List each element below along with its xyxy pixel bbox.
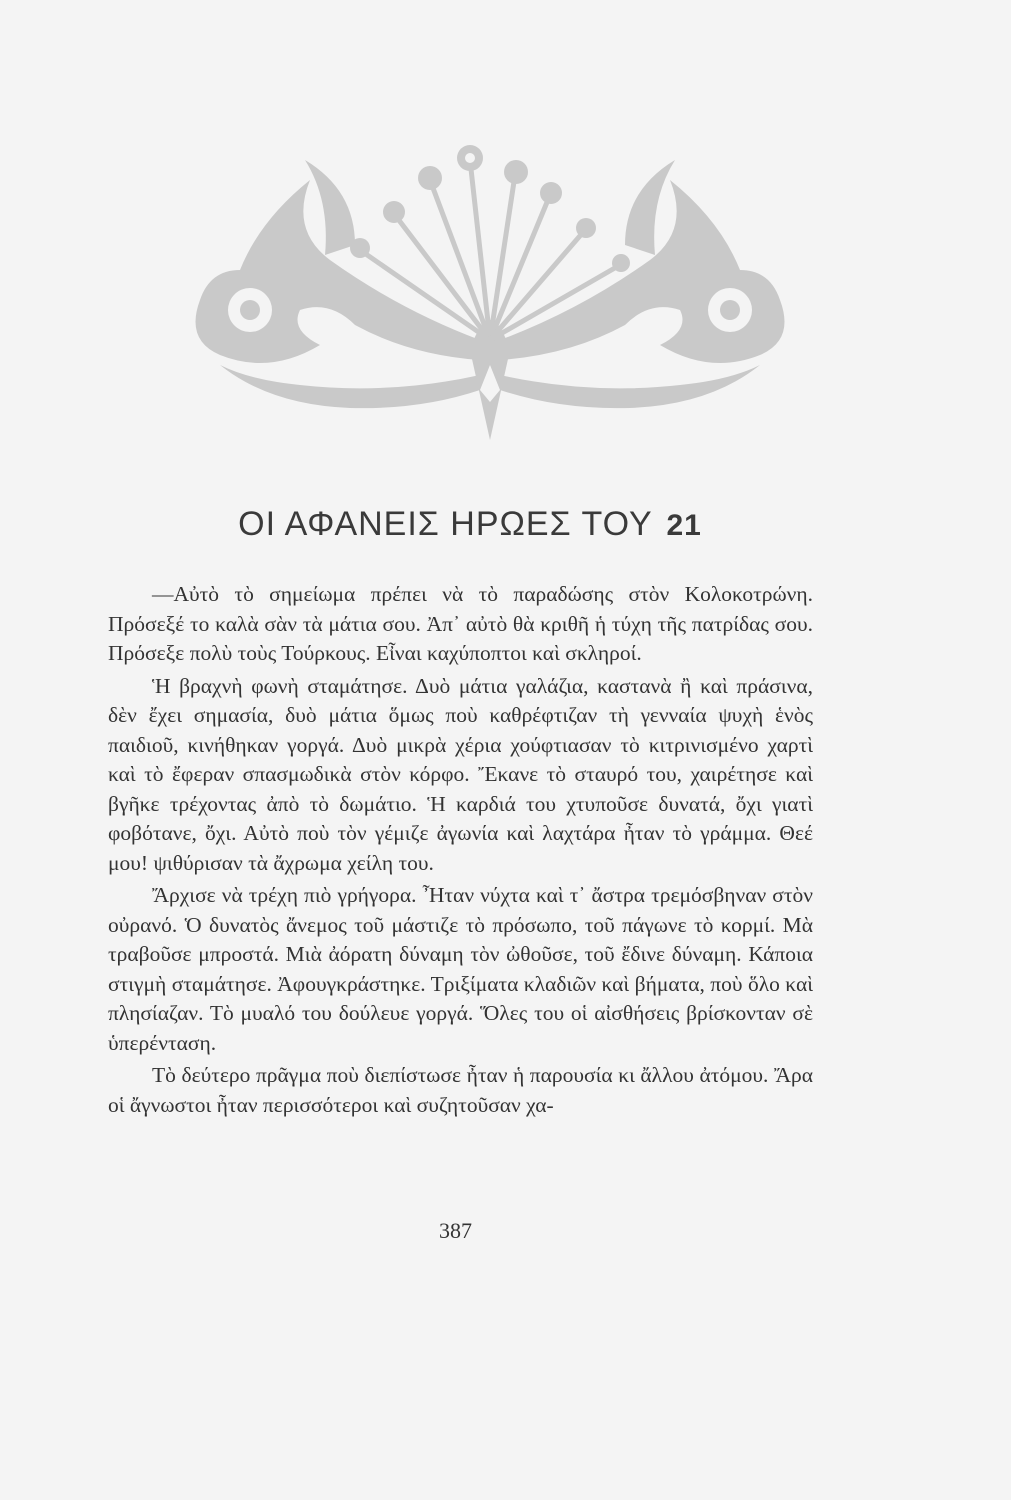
decorative-ornament-icon bbox=[180, 140, 800, 440]
chapter-title-number: 21 bbox=[666, 509, 702, 542]
chapter-body bbox=[108, 580, 813, 1123]
paragraph: Ἄρχισε νὰ τρέχη πιὸ γρήγορα. Ἦταν νύχτα καὶ τ᾽ ἄστρα τρεμόσβηναν στὸν οὐρανό. Ὁ δυνατὸς ἄνεμος τοῦ μάστιζε τὸ πρόσωπο, τοῦ πάγωνε τὸ κορμί. Μὰ τραβοῦσε μπροστά. Μιὰ ἀόρατη δύναμη τὸν ὠθοῦσε, τοῦ ἔδινε δύναμη. Κάποια στιγμὴ σταμάτησε. Ἀφουγκράστηκε. Τριξίματα κλαδιῶν καὶ βήματα, ποὺ ὅλο καὶ πλησίαζαν. Τὸ μυαλό του δούλευε γοργά. Ὅλες του οἱ αἰσθήσεις βρίσκονταν σὲ ὑπερένταση. bbox=[108, 883, 813, 1055]
paragraph: Τὸ δεύτερο πρᾶγμα ποὺ διεπίστωσε ἦταν ἡ παρουσία κι ἄλλου ἀτόμου. Ἄρα οἱ ἄγνωστοι ἦταν περισσότεροι καὶ συζητοῦσαν χα- bbox=[108, 1063, 813, 1117]
chapter-title-text: ΟΙ ΑΦΑΝΕΙΣ ΗΡΩΕΣ ΤΟΥ bbox=[238, 505, 653, 543]
paragraph: Ἡ βραχνὴ φωνὴ σταμάτησε. Δυὸ μάτια γαλάζια, καστανὰ ἢ καὶ πράσινα, δὲν ἔχει σημασία, δυὸ μάτια ὅμως ποὺ καθρέφτιζαν τὴ γενναία ψυχὴ ἑνὸς παιδιοῦ, κινήθηκαν γοργά. Δυὸ μικρὰ χέρια χούφτιασαν τὸ κιτρινισμένο χαρτὶ καὶ τὸ ἔφεραν σπασμωδικὰ στὸν κόρφο. Ἔκανε τὸ σταυρό του, χαιρέτησε καὶ βγῆκε τρέχοντας ἀπὸ τὸ δωμάτιο. Ἡ καρδιά του χτυποῦσε δυνατά, ὄχι γιατὶ φοβότανε, ὄχι. Αὐτὸ ποὺ τὸν γέμιζε ἀγωνία καὶ λαχτάρα ἦταν τὸ γράμμα. Θεέ μου! ψιθύρισαν τὰ ἄχρωμα χείλη του. bbox=[108, 673, 813, 875]
paragraph: —Αὐτὸ τὸ σημείωμα πρέπει νὰ τὸ παραδώσης στὸν Κολοκοτρώνη. Πρόσεξέ το καλὰ σὰν τὰ μάτια σου. Ἀπ᾽ αὐτὸ θὰ κριθῆ ἡ τύχη τῆς πατρίδας σου. Πρόσεξε πολὺ τοὺς Τούρκους. Εἶναι καχύποπτοι καὶ σκληροί. bbox=[108, 582, 813, 665]
chapter-title bbox=[0, 505, 940, 544]
page-number: 387 bbox=[439, 1218, 472, 1243]
